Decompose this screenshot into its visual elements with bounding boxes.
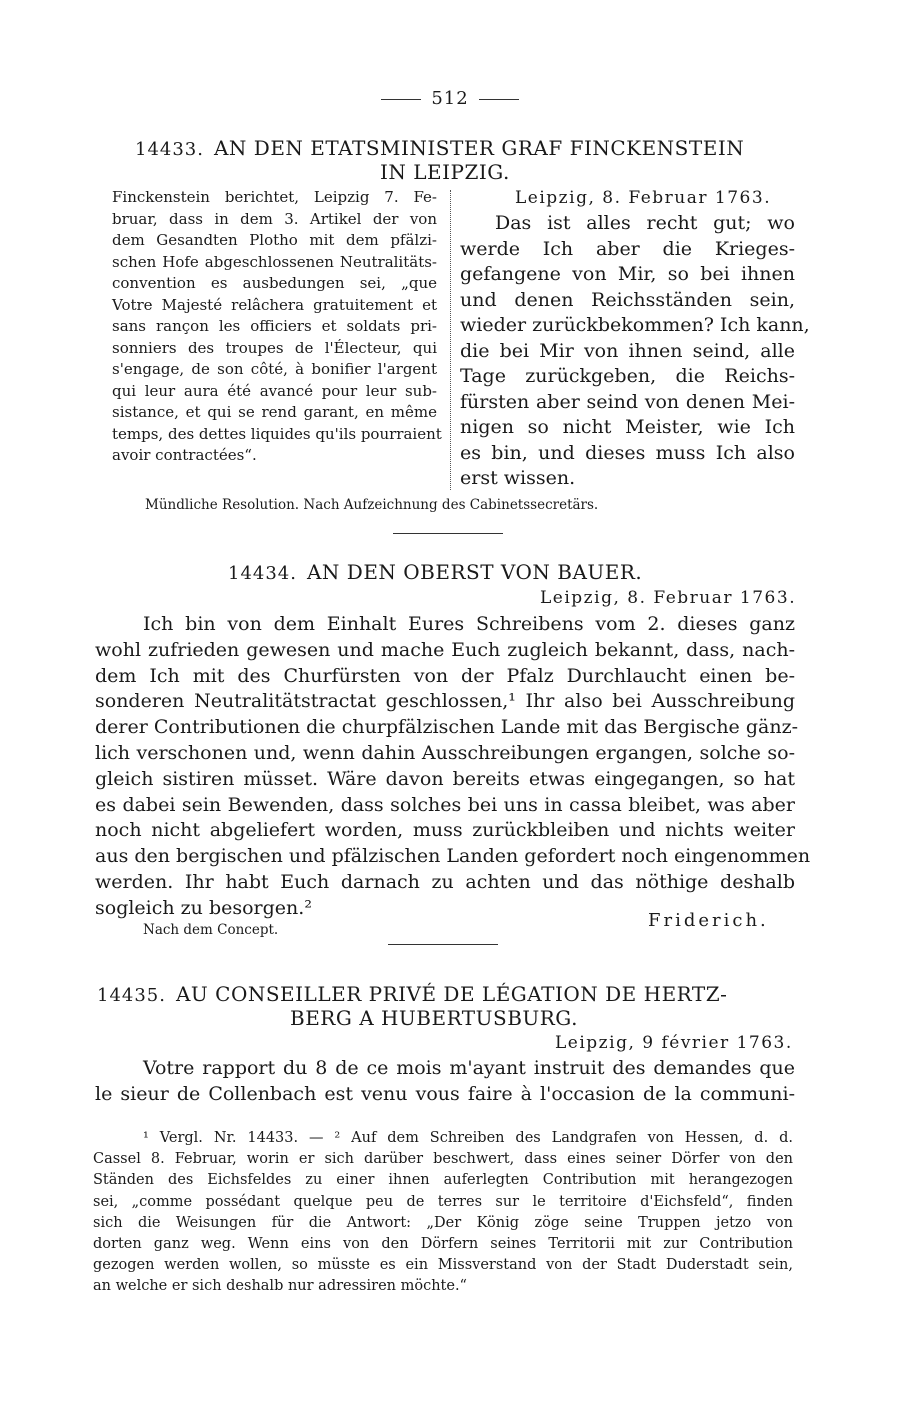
body-line: derer Contributionen die churpfälzischen Lande mit das Bergische gänz- — [95, 716, 798, 739]
summary-line: temps, des dettes liquides qu'ils pourraient — [112, 424, 442, 443]
column-divider — [450, 190, 451, 490]
letter-14435-place-date: Leipzig, 9 février 1763. — [555, 1033, 793, 1053]
letter-14433-heading — [135, 136, 775, 160]
letter-14435-body — [95, 1057, 795, 1109]
summary-line: avoir contractées“. — [112, 446, 257, 464]
footnote-line: dorten ganz weg. Wenn eins von den Dörfern seines Territorii mit zur Contribution — [93, 1235, 793, 1252]
footnote-line: sich die Weisungen für die Antwort: „Der König zöge seine Truppen jetzo von — [93, 1214, 793, 1231]
summary-line: sistance, et qui se rend garant, en même — [112, 403, 437, 421]
signature: Friderich. — [648, 910, 769, 931]
summary-line: Finckenstein berichtet, Leipzig 7. Fe- — [112, 188, 437, 206]
letter-14433-place-date: Leipzig, 8. Februar 1763. — [515, 188, 772, 208]
body-line: Tage zurückgeben, die Reichs- — [460, 365, 795, 387]
body-line: wohl zufrieden gewesen und mache Euch zugleich bekannt, dass, nach- — [95, 638, 795, 661]
summary-line: sonniers des troupes de l'Électeur, qui — [112, 338, 437, 357]
body-line: le sieur de Collenbach est venu vous faire à l'occasion de la communi- — [95, 1083, 795, 1105]
body-line: erst wissen. — [460, 467, 576, 489]
summary-line: schen Hofe abgeschlossenen Neutralitäts- — [112, 252, 437, 271]
summary-line: bruar, dass in dem 3. Artikel der von — [112, 209, 437, 228]
page-number: 512 — [370, 88, 530, 109]
body-line: gefangene von Mir, so bei ihnen — [460, 263, 795, 285]
letter-14435-heading — [97, 982, 797, 1006]
letter-14434-body — [95, 613, 811, 923]
summary-line: dem Gesandten Plotho mit dem pfälzi- — [112, 231, 437, 249]
separator — [393, 533, 503, 534]
footnote-line: Cassel 8. Februar, worin er sich darüber beschwert, dass eines seiner Dörfer von den — [93, 1151, 793, 1168]
footnote-line: gezogen werden wollen, so müsste es ein Missverstand von der Stadt Duderstadt sein, — [93, 1257, 793, 1274]
letter-14433-heading-line2: IN LEIPZIG. — [380, 160, 510, 184]
summary-line: s'engage, de son côté, à bonifier l'argent — [112, 360, 437, 378]
footnote-line: an welche er sich deshalb nur adressiren möchte.“ — [93, 1278, 467, 1295]
body-line: wieder zurückbekommen? Ich kann, — [460, 314, 810, 336]
footnote-line: Ständen des Eichsfeldes zu einer ihnen auferlegten Contribution mit herangezogen — [93, 1172, 793, 1189]
body-line: noch nicht abgeliefert worden, muss zurückbleiben und nichts weiter — [95, 819, 795, 842]
summary-line: sans rançon les officiers et soldats pri- — [112, 317, 437, 335]
letter-14433-body — [460, 212, 810, 493]
footnotes — [93, 1130, 793, 1300]
body-line: gleich sistiren müsset. Wäre davon bereits etwas eingegangen, so hat — [95, 767, 795, 790]
letter-14433-source: Mündliche Resolution. Nach Aufzeichnung des Cabinetssecretärs. — [145, 497, 599, 513]
body-line: dem Ich mit des Churfürsten von der Pfalz Durchlaucht einen be- — [95, 664, 795, 687]
letter-14434-source: Nach dem Concept. — [143, 922, 279, 938]
body-line: Votre rapport du 8 de ce mois m'ayant instruit des demandes que — [143, 1057, 795, 1079]
letter-14435-heading-line2: BERG A HUBERTUSBURG. — [290, 1006, 578, 1030]
body-line: Ich bin von dem Einhalt Eures Schreibens vom 2. dieses ganz — [143, 613, 795, 635]
body-line: und denen Reichsständen sein, — [460, 288, 795, 311]
body-line: lich verschonen und, wenn dahin Ausschreibungen ergangen, solche so- — [95, 741, 795, 764]
letter-number: 14435. — [97, 985, 166, 1006]
body-line: sogleich zu besorgen.² — [95, 896, 312, 919]
heading-text: AN DEN ETATSMINISTER GRAF FINCKENSTEIN — [213, 136, 745, 160]
body-line: nigen so nicht Meister, wie Ich — [460, 416, 795, 438]
dash-right — [479, 99, 519, 100]
heading-text: AN DEN OBERST VON BAUER. — [306, 560, 643, 584]
letter-number: 14433. — [135, 139, 204, 160]
footnote-line: ¹ Vergl. Nr. 14433. — ² Auf dem Schreiben des Landgrafen von Hessen, d. d. — [143, 1130, 793, 1146]
body-line: fürsten aber seind von denen Mei- — [460, 390, 795, 413]
letter-14433-summary — [112, 188, 442, 468]
letter-14434-place-date: Leipzig, 8. Februar 1763. — [540, 588, 797, 608]
heading-text: AU CONSEILLER PRIVÉ DE LÉGATION DE HERTZ- — [175, 982, 728, 1006]
body-line: es bin, und dieses muss Ich also — [460, 441, 795, 464]
letter-14434-heading — [228, 560, 642, 584]
body-line: aus den bergischen und pfälzischen Landen gefordert noch eingenommen — [95, 845, 811, 868]
body-line: werde Ich aber die Krieges- — [460, 237, 795, 260]
summary-line: qui leur aura été avancé pour leur sub- — [112, 381, 437, 400]
summary-line: convention es ausbedungen sei, „que — [112, 274, 437, 292]
body-line: werden. Ihr habt Euch darnach zu achten und das nöthige deshalb — [95, 870, 795, 893]
footnote-line: sei, „comme possédant quelque peu de terres sur le territoire d'Eichsfeld“, finden — [93, 1193, 793, 1210]
dash-left — [381, 99, 421, 100]
body-line: sonderen Neutralitätstractat geschlossen,¹ Ihr also bei Ausschreibung — [95, 690, 795, 713]
body-line: es dabei sein Bewenden, dass solches bei uns in cassa bleibet, was aber — [95, 793, 795, 816]
body-line: die bei Mir von ihnen seind, alle — [460, 339, 795, 362]
separator — [388, 944, 498, 945]
letter-number: 14434. — [228, 563, 297, 584]
summary-line: Votre Majesté relâchera gratuitement et — [112, 295, 437, 314]
body-line: Das ist alles recht gut; wo — [495, 212, 795, 234]
